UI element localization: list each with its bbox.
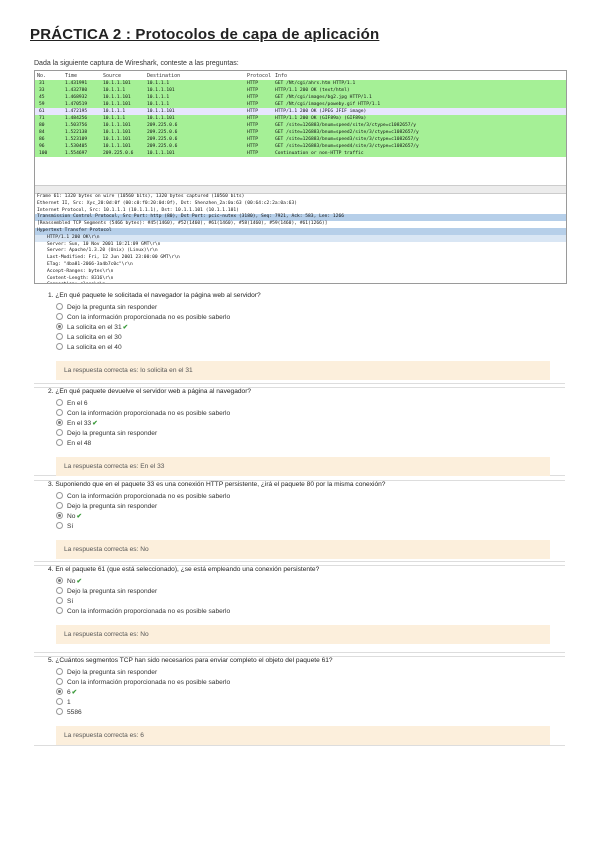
checkmark-icon: ✔ bbox=[71, 689, 78, 696]
answer-option-label: La solicita en el 31 bbox=[67, 324, 122, 331]
question-text: 3. Suponiendo que en el paquete 33 es una conexión HTTP persistente, ¿irá el paquete 80 por la misma conexión? bbox=[48, 481, 386, 488]
feedback-box: La respuesta correcta es: 6 bbox=[56, 726, 550, 745]
checkmark-icon: ✔ bbox=[76, 578, 82, 585]
answer-option-label: Con la información proporcionada no es posible saberlo bbox=[67, 314, 231, 321]
packet-row[interactable] bbox=[35, 143, 566, 150]
packet-cell-src: 10.1.1.101 bbox=[103, 130, 131, 135]
packet-cell-info: HTTP/1.1 200 OK (text/html) bbox=[275, 88, 350, 93]
checkmark-icon: ✔ bbox=[76, 513, 82, 520]
radio-button[interactable] bbox=[56, 429, 63, 436]
packet-cell-proto: HTTP bbox=[247, 151, 259, 156]
answer-option[interactable] bbox=[56, 698, 71, 707]
radio-button[interactable] bbox=[56, 688, 63, 695]
answer-option[interactable] bbox=[56, 688, 77, 697]
radio-button[interactable] bbox=[56, 698, 63, 705]
packet-cell-no: 84 bbox=[39, 130, 45, 135]
answer-option[interactable] bbox=[56, 678, 230, 687]
answer-option-label: Con la información proporcionada no es posible saberlo bbox=[67, 679, 231, 686]
radio-button[interactable] bbox=[56, 522, 63, 529]
radio-button[interactable] bbox=[56, 333, 63, 340]
answer-option-label: En el 48 bbox=[67, 440, 92, 447]
radio-button[interactable] bbox=[56, 492, 63, 499]
packet-cell-dst: 10.1.1.101 bbox=[147, 109, 175, 114]
radio-button[interactable] bbox=[56, 708, 63, 715]
detail-row[interactable]: Hypertext Transfer Protocol bbox=[35, 228, 566, 235]
packet-cell-dst: 10.1.1.1 bbox=[147, 81, 170, 86]
packet-row[interactable] bbox=[35, 115, 566, 122]
question-text: 1. ¿En qué paquete le solicitada el navegador la página web al servidor? bbox=[48, 292, 261, 299]
radio-button[interactable] bbox=[56, 577, 63, 584]
packet-cell-dst: 10.1.1.101 bbox=[147, 88, 175, 93]
answer-option[interactable] bbox=[56, 323, 128, 332]
checkmark-icon: ✔ bbox=[122, 324, 129, 331]
radio-button[interactable] bbox=[56, 409, 63, 416]
radio-button[interactable] bbox=[56, 597, 63, 604]
packet-cell-dst: 209.225.0.6 bbox=[147, 130, 178, 135]
packet-cell-time: 1.503756 bbox=[65, 123, 88, 128]
radio-button[interactable] bbox=[56, 512, 63, 519]
detail-row[interactable]: Server: Sun, 10 Nov 2001 10:21:09 GMT\r\n bbox=[47, 241, 161, 247]
answer-option[interactable] bbox=[56, 399, 88, 408]
packet-cell-time: 1.432780 bbox=[65, 88, 88, 93]
packet-cell-src: 209.225.0.6 bbox=[103, 151, 134, 156]
packet-cell-proto: HTTP bbox=[247, 123, 259, 128]
packet-cell-proto: HTTP bbox=[247, 81, 259, 86]
packet-cell-info: Continuation or non-HTTP traffic bbox=[275, 151, 364, 156]
answer-option[interactable] bbox=[56, 522, 73, 531]
packet-cell-time: 1.468932 bbox=[65, 95, 88, 100]
packet-row[interactable] bbox=[35, 136, 566, 143]
packet-cell-dst: 10.1.1.101 bbox=[147, 116, 175, 121]
packet-cell-dst: 209.225.0.6 bbox=[147, 137, 178, 142]
packet-cell-proto: HTTP bbox=[247, 144, 259, 149]
packet-cell-time: 1.522138 bbox=[65, 130, 88, 135]
packet-cell-dst: 10.1.1.1 bbox=[147, 95, 170, 100]
answer-option[interactable] bbox=[56, 303, 157, 312]
answer-option-label: La solicita en el 40 bbox=[67, 344, 122, 351]
radio-button[interactable] bbox=[56, 678, 63, 685]
radio-button[interactable] bbox=[56, 343, 63, 350]
answer-option[interactable] bbox=[56, 607, 230, 616]
packet-details bbox=[35, 194, 566, 284]
question-text: 2. ¿En qué paquete devuelve el servidor web a página al navegador? bbox=[48, 388, 252, 395]
packet-cell-proto: HTTP bbox=[247, 88, 259, 93]
answer-option-label: Dejo la pregunta sin responder bbox=[67, 669, 158, 676]
radio-button[interactable] bbox=[56, 439, 63, 446]
wireshark-capture bbox=[34, 70, 567, 284]
packet-cell-info: HTTP/1.1 200 OK (GIF89a) (GIF89a) bbox=[275, 116, 367, 121]
feedback-box: La respuesta correcta es: No bbox=[56, 540, 550, 559]
answer-option-label: 6 bbox=[67, 689, 71, 696]
column-header[interactable]: Protocol bbox=[247, 73, 272, 79]
answer-option[interactable] bbox=[56, 587, 157, 596]
detail-row[interactable]: Last-Modified: Fri, 12 Jun 2001 23:00:00 GMT\r\n bbox=[47, 255, 180, 261]
feedback-box: La respuesta correcta es: No bbox=[56, 625, 550, 644]
packet-cell-no: 61 bbox=[39, 109, 45, 114]
packet-cell-time: 1.530405 bbox=[65, 144, 88, 149]
answer-option-label: No bbox=[67, 578, 76, 585]
packet-row[interactable] bbox=[35, 80, 566, 87]
packet-cell-src: 10.1.1.1 bbox=[103, 109, 126, 114]
packet-cell-src: 10.1.1.101 bbox=[103, 123, 131, 128]
packet-cell-proto: HTTP bbox=[247, 109, 259, 114]
answer-option[interactable] bbox=[56, 429, 157, 438]
detail-row[interactable]: Server: Apache/1.3.20 (Unix) (Linux)\r\n bbox=[47, 248, 158, 254]
packet-cell-proto: HTTP bbox=[247, 116, 259, 121]
answer-option[interactable] bbox=[56, 577, 82, 586]
packet-cell-dst: 10.1.1.1 bbox=[147, 102, 170, 107]
checkmark-icon: ✔ bbox=[92, 420, 98, 427]
answer-option-label: Sí bbox=[67, 523, 74, 530]
packet-cell-dst: 10.1.1.101 bbox=[147, 151, 175, 156]
answer-option-label: Con la información proporcionada no es posible saberlo bbox=[67, 493, 231, 500]
question-5 bbox=[34, 656, 565, 746]
packet-row[interactable] bbox=[35, 108, 566, 115]
answer-option[interactable] bbox=[56, 597, 73, 606]
packet-cell-info: GET /site=126883/bnum=speed3/site/3/ctype=c1082657/y bbox=[275, 137, 419, 142]
feedback-box: La respuesta correcta es: lo solicita en el 31 bbox=[56, 361, 550, 380]
detail-row[interactable] bbox=[35, 282, 566, 284]
radio-button[interactable] bbox=[56, 419, 63, 426]
answer-option-label: En el 6 bbox=[67, 400, 88, 407]
packet-cell-info: GET /Nt/cgi/images/poweby.gif HTTP/1.1 bbox=[275, 102, 381, 107]
detail-row[interactable]: Accept-Ranges: bytes\r\n bbox=[47, 268, 114, 274]
answer-option[interactable] bbox=[56, 492, 230, 501]
packet-row[interactable] bbox=[35, 94, 566, 101]
packet-cell-time: 1.431991 bbox=[65, 81, 88, 86]
packet-cell-proto: HTTP bbox=[247, 130, 259, 135]
packet-list bbox=[35, 80, 566, 157]
answer-option-label: La solicita en el 30 bbox=[67, 334, 122, 341]
packet-cell-no: 80 bbox=[39, 123, 45, 128]
packet-cell-no: 100 bbox=[39, 151, 48, 156]
radio-button[interactable] bbox=[56, 587, 63, 594]
detail-row[interactable]: ETag: "4ba81-2066-3a4b7c0c"\r\n bbox=[47, 261, 133, 267]
answer-option[interactable] bbox=[56, 343, 122, 352]
radio-button[interactable] bbox=[56, 303, 63, 310]
packet-cell-info: GET /site=126883/bnum=speed/site/3/ctype=c1082657/y bbox=[275, 123, 417, 128]
answer-option[interactable] bbox=[56, 419, 98, 428]
answer-option-label: Dejo la pregunta sin responder bbox=[67, 304, 158, 311]
packet-row[interactable] bbox=[35, 129, 566, 136]
question-3 bbox=[34, 480, 565, 562]
column-header[interactable]: Source bbox=[103, 73, 122, 79]
packet-cell-info: GET /Nt/cgi/ahrs.htm HTTP/1.1 bbox=[275, 81, 356, 86]
packet-row[interactable] bbox=[35, 150, 566, 157]
radio-button[interactable] bbox=[56, 607, 63, 614]
packet-cell-no: 71 bbox=[39, 116, 45, 121]
answer-option[interactable] bbox=[56, 512, 82, 521]
answer-option[interactable] bbox=[56, 313, 230, 322]
packet-cell-time: 1.484256 bbox=[65, 116, 88, 121]
radio-button[interactable] bbox=[56, 323, 63, 330]
answer-option-label: Con la información proporcionada no es posible saberlo bbox=[67, 608, 231, 615]
radio-button[interactable] bbox=[56, 668, 63, 675]
packet-cell-no: 59 bbox=[39, 102, 45, 107]
packet-cell-no: 86 bbox=[39, 137, 45, 142]
packet-cell-time: 1.470519 bbox=[65, 102, 88, 107]
column-header[interactable]: Time bbox=[65, 73, 78, 79]
packet-cell-src: 10.1.1.101 bbox=[103, 81, 131, 86]
answer-option-label: Dejo la pregunta sin responder bbox=[67, 430, 158, 437]
radio-button[interactable] bbox=[56, 313, 63, 320]
packet-cell-src: 10.1.1.101 bbox=[103, 137, 131, 142]
question-2 bbox=[34, 387, 565, 476]
packet-row[interactable] bbox=[35, 101, 566, 108]
answer-option[interactable] bbox=[56, 708, 82, 717]
packet-cell-src: 10.1.1.101 bbox=[103, 102, 131, 107]
packet-cell-time: 1.554697 bbox=[65, 151, 88, 156]
packet-list-header bbox=[35, 71, 566, 80]
packet-cell-proto: HTTP bbox=[247, 102, 259, 107]
feedback-box: La respuesta correcta es: En el 33 bbox=[56, 457, 550, 476]
packet-row[interactable] bbox=[35, 122, 566, 129]
page-title: PRÁCTICA 2 : Protocolos de capa de aplicación bbox=[30, 26, 380, 43]
packet-cell-no: 45 bbox=[39, 95, 45, 100]
detail-row[interactable]: Internet Protocol, Src: 10.1.1.1 (10.1.1.1), Dst: 10.1.1.101 (10.1.1.101) bbox=[37, 207, 239, 213]
detail-row[interactable]: Ethernet II, Src: Xyc_20:0d:0f (00:c0:f0:20:0d:0f), Dst: Shenzhen_2a:0a:63 (00:64:c2:2a:0a:63) bbox=[37, 200, 297, 206]
packet-cell-time: 1.523109 bbox=[65, 137, 88, 142]
detail-row[interactable]: Frame 61: 1320 bytes on wire (10560 bits), 1320 bytes captured (10560 bits) bbox=[37, 194, 245, 199]
column-header[interactable]: No. bbox=[37, 73, 47, 79]
packet-cell-no: 33 bbox=[39, 88, 45, 93]
packet-cell-proto: HTTP bbox=[247, 137, 259, 142]
answer-option-label: Dejo la pregunta sin responder bbox=[67, 503, 158, 510]
packet-cell-info: HTTP/1.1 200 OK (JPEG JFIF image) bbox=[275, 109, 367, 114]
detail-row[interactable]: Content-Length: 8316\r\n bbox=[47, 275, 114, 281]
answer-option-label: Sí bbox=[67, 598, 74, 605]
packet-row[interactable] bbox=[35, 87, 566, 94]
question-4 bbox=[34, 565, 565, 653]
packet-cell-time: 1.472195 bbox=[65, 109, 88, 114]
question-text: 5. ¿Cuántos segmentos TCP han sido necesarios para enviar completo el objeto del paquete 61? bbox=[48, 657, 333, 664]
detail-row[interactable]: Transmission Control Protocol, Src Port: http (80), Dst Port: pcic-nutex (3180), Seq: 7921, Ack: 583, Len: 1266 bbox=[35, 214, 566, 221]
answer-option[interactable] bbox=[56, 439, 91, 448]
radio-button[interactable] bbox=[56, 399, 63, 406]
packet-cell-info: GET /site=126883/bnum=speed4/site/3/ctype=c1082657/y bbox=[275, 144, 419, 149]
packet-cell-no: 31 bbox=[39, 81, 45, 86]
question-1 bbox=[34, 292, 565, 384]
packet-cell-src: 10.1.1.1 bbox=[103, 116, 126, 121]
packet-list-scrollbar[interactable] bbox=[35, 185, 566, 194]
answer-option-label: Dejo la pregunta sin responder bbox=[67, 588, 158, 595]
packet-cell-src: 10.1.1.101 bbox=[103, 144, 131, 149]
answer-option-label: No bbox=[67, 513, 76, 520]
packet-cell-info: GET /site=126883/bnum=speed2/site/3/ctype=c1082657/y bbox=[275, 130, 419, 135]
answer-option-label: En el 33 bbox=[67, 420, 92, 427]
answer-option-label: 1 bbox=[67, 699, 71, 706]
answer-option[interactable] bbox=[56, 668, 157, 677]
packet-cell-info: GET /Nt/cgi/images/bg2.jpg HTTP/1.1 bbox=[275, 95, 372, 100]
question-text: 4. En el paquete 61 (que está seleccionado), ¿se está empleando una conexión persistente? bbox=[48, 566, 320, 573]
packet-cell-dst: 209.225.0.6 bbox=[147, 123, 178, 128]
packet-cell-dst: 209.225.0.6 bbox=[147, 144, 178, 149]
answer-option-label: Con la información proporcionada no es posible saberlo bbox=[67, 410, 231, 417]
packet-cell-no: 96 bbox=[39, 144, 45, 149]
detail-row[interactable]: [Reassembled TCP Segments (5466 bytes): #45(1460), #52(1460), #61(1460), #58(1460), #59(1460), #61(1266)] bbox=[37, 221, 328, 227]
packet-cell-src: 10.1.1.101 bbox=[103, 95, 131, 100]
answer-option[interactable] bbox=[56, 502, 157, 511]
detail-row[interactable]: HTTP/1.1 200 OK\r\n bbox=[35, 235, 566, 242]
answer-option[interactable] bbox=[56, 409, 230, 418]
radio-button[interactable] bbox=[56, 502, 63, 509]
packet-cell-src: 10.1.1.1 bbox=[103, 88, 126, 93]
answer-option[interactable] bbox=[56, 333, 122, 342]
intro-text: Dada la siguiente captura de Wireshark, conteste a las preguntas: bbox=[34, 60, 239, 67]
column-header[interactable]: Info bbox=[275, 73, 288, 79]
column-header[interactable]: Destination bbox=[147, 73, 181, 79]
packet-cell-proto: HTTP bbox=[247, 95, 259, 100]
answer-option-label: 5586 bbox=[67, 709, 82, 716]
